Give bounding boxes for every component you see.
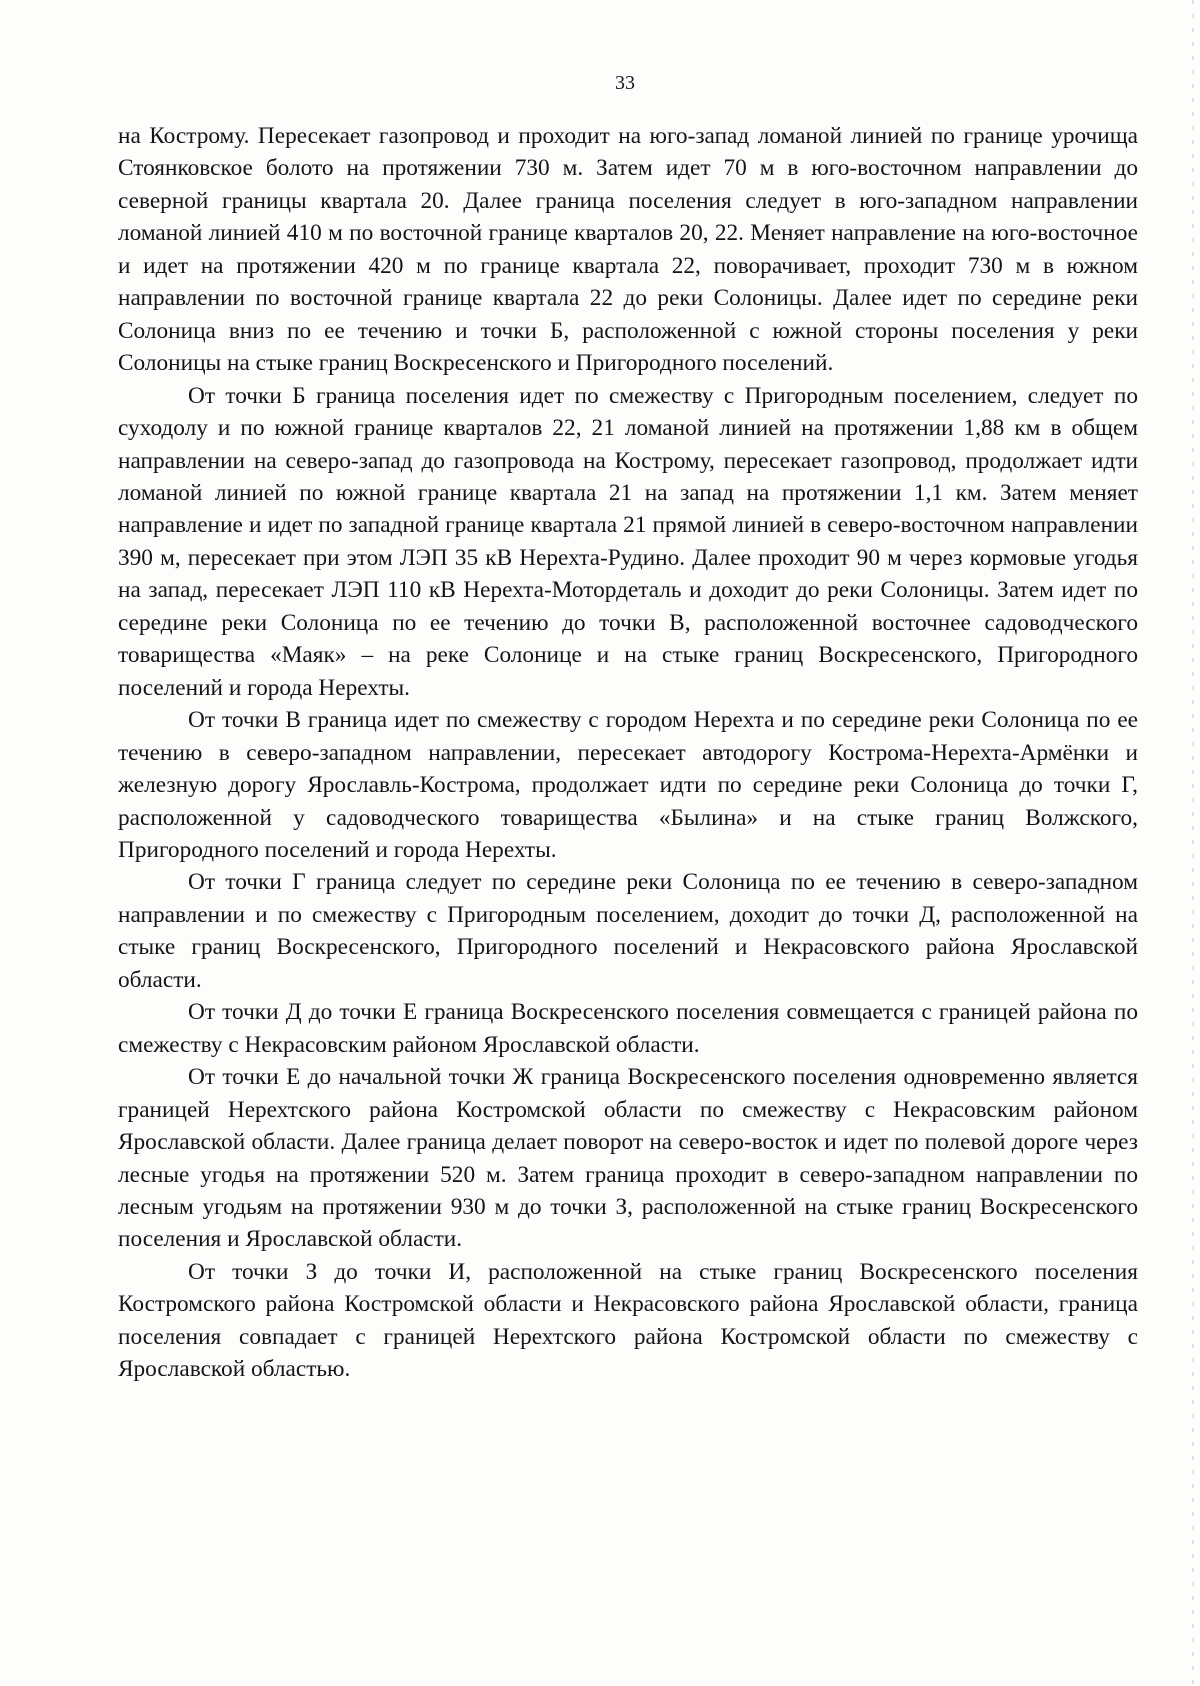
- paragraph-point-z: От точки З до точки И, расположенной на стыке границ Воскресенского поселения Костромского района Костромской области и Некрасовского района Ярославской области, граница поселения совпадает с границей Нерехтского района Костромской области по смежеству с Ярославской областью.: [118, 1258, 1138, 1383]
- paragraph-point-d: От точки Д до точки Е граница Воскресенского поселения совмещается с границей района по смежеству с Некрасовским районом Ярославской области.: [118, 999, 1138, 1058]
- paragraph-point-g: От точки Г граница следует по середине реки Солоница по ее течению в северо-западном направлении и по смежеству с Пригородным поселением, доходит до точки Д, расположенной на стыке границ Воскресенского, Пригородного поселений и Некрасовского района Ярославской области.: [118, 869, 1138, 993]
- paragraph-point-b: От точки Б граница поселения идет по смежеству с Пригородным поселением, следует по суходолу и по южной границе кварталов 22, 21 ломаной линией на протяжении 1,88 км в общем направлении на северо-запад до газопровода на Кострому, пересекает газопровод, продолжает идти ломаной линией по южной границе квартала 21 на запад на протяжении 1,1 км. Затем меняет направление и идет по западной границе квартала 21 прямой линией в северо-восточном направлении 390 м, пересекает при этом ЛЭП 35 кВ Нерехта-Рудино. Далее проходит 90 м через кормовые угодья на запад, пересекает ЛЭП 110 кВ Нерехта-Мотордеталь и доходит до реки Солоницы. Затем идет по середине реки Солоница по ее течению до точки В, расположенной восточнее садоводческого товарищества «Маяк» – на реке Солонице и на стыке границ Воскресенского, Пригородного поселений и города Нерехты.: [118, 382, 1138, 701]
- paragraph-continuation: на Кострому. Пересекает газопровод и проходит на юго-запад ломаной линией по границе урочища Стоянковское болото на протяжении 730 м. Затем идет 70 м в юго-восточном направлении до северной границы квартала 20. Далее граница поселения следует в юго-западном направлении ломаной линией 410 м по восточной границе кварталов 20, 22. Меняет направление на юго-восточное и идет на протяжении 420 м по границе квартала 22, поворачивает, проходит 730 м в южном направлении по восточной границе квартала 22 до реки Солоницы. Далее идет по середине реки Солоница вниз по ее течению и точки Б, расположенной с южной стороны поселения у реки Солоницы на стыке границ Воскресенского и Пригородного поселений.: [118, 123, 1138, 377]
- paragraph-point-e: От точки Е до начальной точки Ж граница Воскресенского поселения одновременно является границей Нерехтского района Костромской области по смежеству с Некрасовским районом Ярославской области. Далее граница делает поворот на северо-восток и идет по полевой дороге через лесные угодья на протяжении 520 м. Затем граница проходит в северо-западном направлении по лесным угодьям на протяжении 930 м до точки З, расположенной на стыке границ Воскресенского поселения и Ярославской области.: [118, 1064, 1138, 1253]
- paragraph-point-v: От точки В граница идет по смежеству с городом Нерехта и по середине реки Солоница по ее течению в северо-западном направлении, пересекает автодорогу Кострома-Нерехта-Армёнки и железную дорогу Ярославль-Кострома, продолжает идти по середине реки Солоница до точки Г, расположенной у садоводческого товарищества «Былина» и на стыке границ Волжского, Пригородного поселений и города Нерехты.: [118, 707, 1138, 863]
- document-body: [118, 120, 1138, 1386]
- scan-edge-artifact: [1192, 0, 1194, 1686]
- page-number: 33: [615, 72, 635, 94]
